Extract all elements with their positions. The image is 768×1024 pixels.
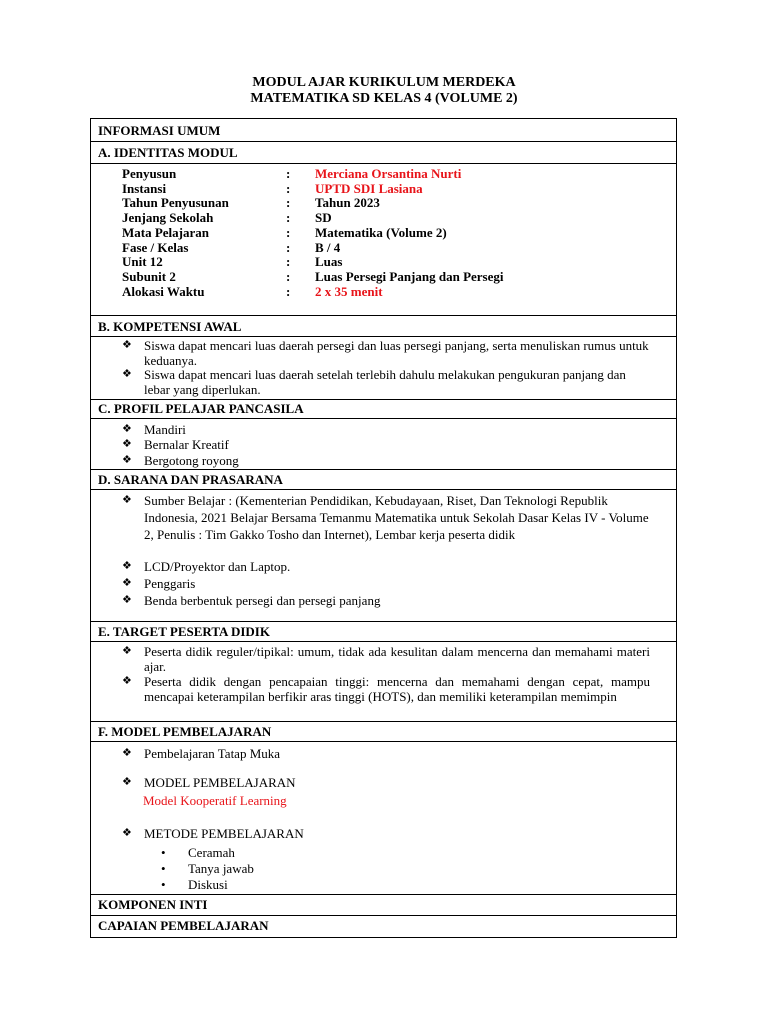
identity-colon: : bbox=[286, 210, 291, 226]
model-value: Model Kooperatif Learning bbox=[143, 793, 287, 808]
list-item-target bbox=[122, 674, 650, 704]
identity-colon: : bbox=[286, 254, 291, 270]
identity-value: UPTD SDI Lasiana bbox=[315, 180, 423, 196]
section-informasi-umum: INFORMASI UMUM bbox=[98, 123, 221, 138]
identity-label: Penyusun bbox=[122, 166, 177, 181]
list-item-model-label bbox=[122, 775, 650, 790]
identity-value: Luas bbox=[315, 254, 343, 270]
metode-item-text: Ceramah bbox=[188, 845, 235, 860]
section-sarana-prasarana: D. SARANA DAN PRASARANA bbox=[98, 472, 283, 487]
identity-value: 2 x 35 menit bbox=[315, 283, 383, 299]
diamond-bullet-icon: ❖ bbox=[122, 560, 132, 572]
section-model-pembelajaran: F. MODEL PEMBELAJARAN bbox=[98, 724, 272, 739]
divider bbox=[91, 489, 676, 490]
section-capaian-pembelajaran: CAPAIAN PEMBELAJARAN bbox=[98, 918, 269, 933]
section-profil-pelajar: C. PROFIL PELAJAR PANCASILA bbox=[98, 401, 304, 416]
list-item-text: MODEL PEMBELAJARAN bbox=[144, 775, 296, 790]
list-item-tatap-muka bbox=[122, 746, 650, 761]
document-title-line-2: MATEMATIKA SD KELAS 4 (VOLUME 2) bbox=[250, 91, 518, 106]
divider bbox=[91, 741, 676, 742]
list-item-sarana bbox=[122, 593, 650, 608]
metode-item-text: Diskusi bbox=[188, 877, 228, 892]
diamond-bullet-icon: ❖ bbox=[122, 368, 132, 380]
diamond-bullet-icon: ❖ bbox=[122, 827, 132, 839]
list-item-text: Penggaris bbox=[144, 576, 196, 591]
identity-colon: : bbox=[286, 268, 291, 284]
list-item-text: Siswa dapat mencari luas daerah persegi dan luas persegi panjang, serta menuliskan rumus untuk keduanya. bbox=[144, 338, 649, 368]
identity-label: Subunit 2 bbox=[122, 268, 176, 284]
section-identitas-modul: A. IDENTITAS MODUL bbox=[98, 145, 238, 160]
list-item-text: Bernalar Kreatif bbox=[144, 437, 229, 452]
divider bbox=[91, 469, 676, 470]
diamond-bullet-icon: ❖ bbox=[122, 577, 132, 589]
section-target-peserta: E. TARGET PESERTA DIDIK bbox=[98, 624, 270, 639]
list-item-text: Sumber Belajar : (Kementerian Pendidikan, Kebudayaan, Riset, Dan Teknologi Republik Indonesia, 2021 Belajar Bersama Temanmu Matematika untuk Sekolah Dasar Kelas IV - Volume 2, Penulis : Tim Gakko Tosho dan Internet), Lembar kerja peserta didik bbox=[144, 493, 649, 542]
identity-label: Fase / Kelas bbox=[122, 239, 189, 255]
diamond-bullet-icon: ❖ bbox=[122, 747, 132, 759]
list-item-text: LCD/Proyektor dan Laptop. bbox=[144, 559, 291, 574]
list-item-text: Siswa dapat mencari luas daerah setelah terlebih dahulu melakukan pengukuran panjang dan lebar yang diperlukan. bbox=[144, 367, 626, 397]
document-title-line-1: MODUL AJAR KURIKULUM MERDEKA bbox=[252, 75, 516, 90]
identity-label: Jenjang Sekolah bbox=[122, 210, 214, 226]
identity-label: Alokasi Waktu bbox=[122, 283, 205, 299]
diamond-bullet-icon: ❖ bbox=[122, 339, 132, 351]
list-item-kompetensi bbox=[122, 367, 650, 397]
divider bbox=[91, 418, 676, 419]
dot-bullet-icon: • bbox=[161, 845, 166, 860]
divider bbox=[91, 915, 676, 916]
diamond-bullet-icon: ❖ bbox=[122, 454, 132, 466]
identity-label: Tahun Penyusunan bbox=[122, 195, 229, 211]
diamond-bullet-icon: ❖ bbox=[122, 675, 132, 687]
divider bbox=[91, 399, 676, 400]
module-table bbox=[90, 118, 677, 938]
list-item-text: Bergotong royong bbox=[144, 453, 239, 468]
identity-colon: : bbox=[286, 195, 291, 211]
dot-bullet-icon: • bbox=[161, 861, 166, 876]
list-item-profil bbox=[122, 437, 650, 452]
identity-colon: : bbox=[286, 239, 291, 255]
identity-colon: : bbox=[286, 283, 291, 299]
identity-colon: : bbox=[286, 224, 291, 240]
section-komponen-inti: KOMPONEN INTI bbox=[98, 897, 208, 912]
divider bbox=[91, 641, 676, 642]
identity-value: Merciana Orsantina Nurti bbox=[315, 166, 462, 181]
section-kompetensi-awal: B. KOMPETENSI AWAL bbox=[98, 319, 242, 334]
divider bbox=[91, 894, 676, 895]
divider bbox=[91, 621, 676, 622]
diamond-bullet-icon: ❖ bbox=[122, 423, 132, 435]
list-item-metode-label bbox=[122, 826, 650, 841]
diamond-bullet-icon: ❖ bbox=[122, 494, 132, 506]
list-item-sarana bbox=[122, 492, 650, 543]
list-item-sarana bbox=[122, 559, 650, 574]
divider bbox=[91, 336, 676, 337]
list-item-profil bbox=[122, 453, 650, 468]
identity-label: Unit 12 bbox=[122, 254, 163, 270]
list-item-text: Benda berbentuk persegi dan persegi panjang bbox=[144, 593, 381, 608]
list-item-target bbox=[122, 644, 650, 674]
identity-value: SD bbox=[315, 210, 332, 226]
identity-label: Instansi bbox=[122, 180, 167, 196]
divider bbox=[91, 141, 676, 142]
list-item-text: Pembelajaran Tatap Muka bbox=[144, 746, 281, 761]
diamond-bullet-icon: ❖ bbox=[122, 645, 132, 657]
diamond-bullet-icon: ❖ bbox=[122, 594, 132, 606]
list-item-text: Peserta didik reguler/tipikal: umum, tidak ada kesulitan dalam mencerna dan memahami materi ajar. bbox=[144, 644, 650, 674]
identity-value: Tahun 2023 bbox=[315, 195, 380, 211]
list-item-kompetensi bbox=[122, 338, 650, 368]
list-item-profil bbox=[122, 422, 650, 437]
list-item-text: Peserta didik dengan pencapaian tinggi: mencerna dan memahami dengan cepat, mampu mencapai keterampilan berfikir aras tinggi (HOTS), dan memiliki keterampilan memimpin bbox=[144, 674, 650, 704]
metode-item-text: Tanya jawab bbox=[188, 861, 254, 876]
divider bbox=[91, 315, 676, 316]
identity-colon: : bbox=[286, 180, 291, 196]
dot-bullet-icon: • bbox=[161, 877, 166, 892]
identity-value: Matematika (Volume 2) bbox=[315, 224, 447, 240]
identity-value: B / 4 bbox=[315, 239, 341, 255]
identity-value: Luas Persegi Panjang dan Persegi bbox=[315, 268, 504, 284]
diamond-bullet-icon: ❖ bbox=[122, 776, 132, 788]
divider bbox=[91, 721, 676, 722]
identity-colon: : bbox=[286, 166, 291, 181]
list-item-text: Mandiri bbox=[144, 422, 186, 437]
divider bbox=[91, 163, 676, 164]
list-item-text: METODE PEMBELAJARAN bbox=[144, 826, 304, 841]
diamond-bullet-icon: ❖ bbox=[122, 438, 132, 450]
list-item-sarana bbox=[122, 576, 650, 591]
identity-label: Mata Pelajaran bbox=[122, 224, 210, 240]
